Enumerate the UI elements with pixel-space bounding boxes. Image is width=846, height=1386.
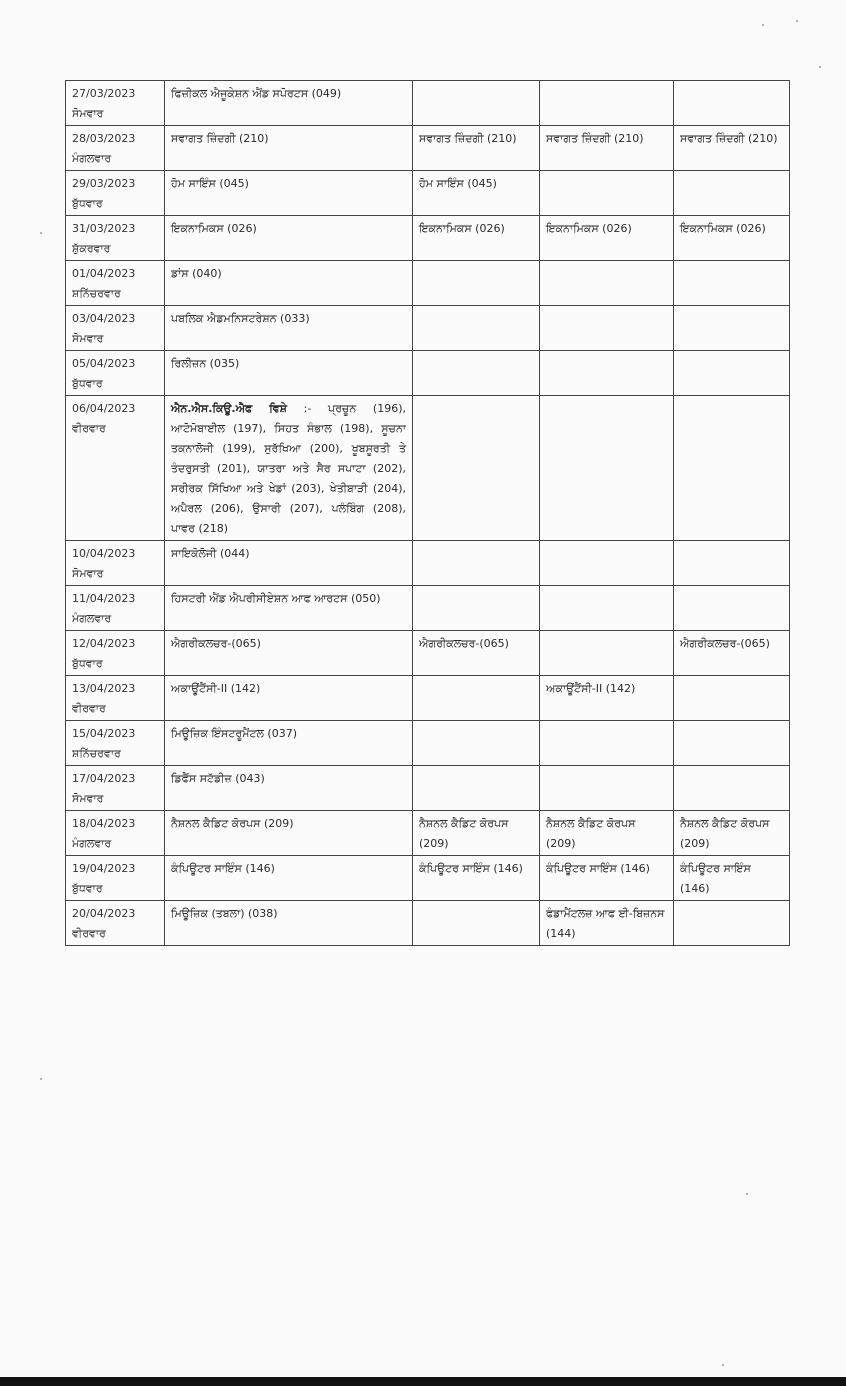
scan-bottom-edge xyxy=(0,1377,846,1386)
subject-cell: ਨੈਸ਼ਨਲ ਕੈਡਿਟ ਕੋਰਪਸ (209) xyxy=(540,811,674,856)
scan-speck xyxy=(40,232,42,234)
table-row xyxy=(66,261,790,306)
subject-cell xyxy=(674,396,790,541)
scan-speck xyxy=(746,1193,748,1195)
subject-cell: ਕੰਪਿਊਟਰ ਸਾਇੰਸ (146) xyxy=(540,856,674,901)
scan-speck xyxy=(722,1364,724,1366)
table-row xyxy=(66,126,790,171)
date: 31/03/2023 xyxy=(72,222,136,235)
date-cell xyxy=(66,631,165,676)
exam-schedule-table xyxy=(65,80,790,946)
subject-cell xyxy=(540,766,674,811)
date: 19/04/2023 xyxy=(72,862,136,875)
table-row xyxy=(66,766,790,811)
subject-cell: ਕੰਪਿਊਟਰ ਸਾਇੰਸ (146) xyxy=(674,856,790,901)
subject-cell xyxy=(413,351,540,396)
subject-cell: ਸਾਇਕੋਲੋਜੀ (044) xyxy=(165,541,413,586)
weekday: ਮੰਗਲਵਾਰ xyxy=(72,612,112,625)
subject-cell: ਨੈਸ਼ਨਲ ਕੈਡਿਟ ਕੋਰਪਸ (209) xyxy=(165,811,413,856)
date: 29/03/2023 xyxy=(72,177,136,190)
date-cell xyxy=(66,261,165,306)
subject-cell: ਫੰਡਾਮੈਂਟਲਜ਼ ਆਫ ਈ-ਬਿਜ਼ਨਸ (144) xyxy=(540,901,674,946)
date-cell xyxy=(66,306,165,351)
weekday: ਸੋਮਵਾਰ xyxy=(72,107,104,120)
weekday: ਸੋਮਵਾਰ xyxy=(72,792,104,805)
subject-cell: ਇਕਨਾਮਿਕਸ (026) xyxy=(540,216,674,261)
weekday: ਬੁੱਧਵਾਰ xyxy=(72,197,103,210)
table-row xyxy=(66,216,790,261)
subject-cell: ਹੋਮ ਸਾਇੰਸ (045) xyxy=(165,171,413,216)
subject-cell: ਨੈਸ਼ਨਲ ਕੈਡਿਟ ਕੋਰਪਸ (209) xyxy=(413,811,540,856)
date: 05/04/2023 xyxy=(72,357,136,370)
date-cell xyxy=(66,541,165,586)
subject-cell xyxy=(540,396,674,541)
date: 17/04/2023 xyxy=(72,772,136,785)
date: 20/04/2023 xyxy=(72,907,136,920)
table-row xyxy=(66,81,790,126)
weekday: ਸ਼ੁੱਕਰਵਾਰ xyxy=(72,242,111,255)
weekday: ਵੀਰਵਾਰ xyxy=(72,927,106,940)
subject-cell xyxy=(413,586,540,631)
scan-speck xyxy=(819,66,821,68)
date: 10/04/2023 xyxy=(72,547,136,560)
date-cell xyxy=(66,586,165,631)
table-row xyxy=(66,171,790,216)
subject-cell: ਸਵਾਗਤ ਜ਼ਿੰਦਗੀ (210) xyxy=(540,126,674,171)
subject-cell: ਇਕਨਾਮਿਕਸ (026) xyxy=(165,216,413,261)
subject-cell: ਹੋਮ ਸਾਇੰਸ (045) xyxy=(413,171,540,216)
subject-cell: ਸਵਾਗਤ ਜ਼ਿੰਦਗੀ (210) xyxy=(165,126,413,171)
date: 13/04/2023 xyxy=(72,682,136,695)
subject-cell: ਅਕਾਊਂਟੈਂਸੀ-II (142) xyxy=(540,676,674,721)
date: 15/04/2023 xyxy=(72,727,136,740)
subject-cell xyxy=(540,81,674,126)
date: 28/03/2023 xyxy=(72,132,136,145)
subject-cell xyxy=(540,351,674,396)
subject-cell xyxy=(674,351,790,396)
subject-cell: ਫਿਜ਼ੀਕਲ ਐਜੂਕੇਸ਼ਨ ਐਂਡ ਸਪੋਰਟਸ (049) xyxy=(165,81,413,126)
subject-cell xyxy=(413,81,540,126)
weekday: ਸ਼ਨਿੱਚਰਵਾਰ xyxy=(72,287,121,300)
subject-cell: ਪਬਲਿਕ ਐਡਮਨਿਸਟਰੇਸ਼ਨ (033) xyxy=(165,306,413,351)
date: 11/04/2023 xyxy=(72,592,136,605)
date: 12/04/2023 xyxy=(72,637,136,650)
table-row xyxy=(66,856,790,901)
subject-cell: ਹਿਸਟਰੀ ਐਂਡ ਐਪਰੀਸੀਏਸ਼ਨ ਆਫ ਆਰਟਸ (050) xyxy=(165,586,413,631)
table-row xyxy=(66,676,790,721)
date-cell xyxy=(66,171,165,216)
date-cell xyxy=(66,901,165,946)
weekday: ਬੁੱਧਵਾਰ xyxy=(72,657,103,670)
date-cell xyxy=(66,396,165,541)
subject-cell xyxy=(674,171,790,216)
date: 18/04/2023 xyxy=(72,817,136,830)
subject-cell xyxy=(413,261,540,306)
subject-cell: ਮਿਊਜ਼ਿਕ (ਤਬਲਾ) (038) xyxy=(165,901,413,946)
subject-cell xyxy=(413,676,540,721)
weekday: ਮੰਗਲਵਾਰ xyxy=(72,837,112,850)
weekday: ਬੁੱਧਵਾਰ xyxy=(72,377,103,390)
date: 03/04/2023 xyxy=(72,312,136,325)
weekday: ਮੰਗਲਵਾਰ xyxy=(72,152,112,165)
date-cell xyxy=(66,351,165,396)
subject-cell: ਇਕਨਾਮਿਕਸ (026) xyxy=(413,216,540,261)
date-cell xyxy=(66,766,165,811)
nsqf-subjects-list: :- ਪ੍ਰਚੂਨ (196), ਆਟੋਮੋਬਾਈਲ (197), ਸਿਹਤ ਸੰਭਾਲ (198), ਸੂਚਨਾ ਤਕਨਾਲੋਜੀ (199), ਸੁਰੱਖਿਆ (200), ਖੂਬਸੂਰਤੀ ਤੇ ਤੰਦਰੁਸਤੀ (201), ਯਾਤਰਾ ਅਤੇ ਸੈਰ ਸਪਾਟਾ (202), ਸਰੀਰਕ ਸਿੱਖਿਆ ਅਤੇ ਖੇਡਾਂ (203), ਖੇਤੀਬਾੜੀ (204), ਅਪੈਰਲ (206), ਉਸਾਰੀ (207), ਪਲੰਬਿੰਗ (208), ਪਾਵਰ (218) xyxy=(171,402,407,535)
table-row xyxy=(66,811,790,856)
date-cell xyxy=(66,721,165,766)
subject-cell xyxy=(674,676,790,721)
subject-cell xyxy=(540,261,674,306)
subject-cell xyxy=(413,541,540,586)
weekday: ਵੀਰਵਾਰ xyxy=(72,702,106,715)
scan-speck xyxy=(40,1078,42,1080)
subject-cell xyxy=(674,541,790,586)
subject-cell xyxy=(540,631,674,676)
table-row xyxy=(66,396,790,541)
subject-cell: ਸਵਾਗਤ ਜ਼ਿੰਦਗੀ (210) xyxy=(413,126,540,171)
table-row xyxy=(66,306,790,351)
subject-cell: ਰਿਲੀਜ਼ਨ (035) xyxy=(165,351,413,396)
weekday: ਸੋਮਵਾਰ xyxy=(72,332,104,345)
date-cell xyxy=(66,81,165,126)
subject-cell xyxy=(674,901,790,946)
subject-cell xyxy=(540,721,674,766)
subject-cell: ਐਗਰੀਕਲਚਰ-(065) xyxy=(674,631,790,676)
subject-cell: ਕੰਪਿਊਟਰ ਸਾਇੰਸ (146) xyxy=(413,856,540,901)
table-row xyxy=(66,586,790,631)
subject-cell xyxy=(674,306,790,351)
date-cell xyxy=(66,856,165,901)
date: 06/04/2023 xyxy=(72,402,136,415)
subject-cell xyxy=(413,901,540,946)
weekday: ਸੋਮਵਾਰ xyxy=(72,567,104,580)
subject-cell: ਅਕਾਊਂਟੈਂਸੀ-II (142) xyxy=(165,676,413,721)
weekday: ਸ਼ਨਿੱਚਰਵਾਰ xyxy=(72,747,121,760)
subject-cell: ਸਵਾਗਤ ਜ਼ਿੰਦਗੀ (210) xyxy=(674,126,790,171)
subject-cell xyxy=(540,541,674,586)
subject-cell xyxy=(674,766,790,811)
table-row xyxy=(66,721,790,766)
date-cell xyxy=(66,216,165,261)
subject-cell xyxy=(413,766,540,811)
table-row xyxy=(66,541,790,586)
subject-cell: ਨੈਸ਼ਨਲ ਕੈਡਿਟ ਕੋਰਪਸ (209) xyxy=(674,811,790,856)
subject-cell xyxy=(413,721,540,766)
scan-speck xyxy=(796,20,798,22)
subject-cell xyxy=(413,306,540,351)
subject-cell: ਕੰਪਿਊਟਰ ਸਾਇੰਸ (146) xyxy=(165,856,413,901)
subject-cell xyxy=(674,586,790,631)
subject-cell xyxy=(413,396,540,541)
subject-cell xyxy=(674,261,790,306)
weekday: ਬੁੱਧਵਾਰ xyxy=(72,882,103,895)
subject-cell: ਐਗਰੀਕਲਚਰ-(065) xyxy=(165,631,413,676)
table-row xyxy=(66,351,790,396)
subject-cell xyxy=(540,306,674,351)
subject-cell xyxy=(540,586,674,631)
subject-cell xyxy=(540,171,674,216)
table-row xyxy=(66,901,790,946)
subject-cell xyxy=(674,721,790,766)
subject-cell: ਇਕਨਾਮਿਕਸ (026) xyxy=(674,216,790,261)
subject-cell: ਐਗਰੀਕਲਚਰ-(065) xyxy=(413,631,540,676)
date: 01/04/2023 xyxy=(72,267,136,280)
date-cell xyxy=(66,676,165,721)
subject-cell: ਡਿਫੈਂਸ ਸਟੱਡੀਜ਼ (043) xyxy=(165,766,413,811)
date-cell xyxy=(66,126,165,171)
scan-speck xyxy=(762,24,764,26)
date-cell xyxy=(66,811,165,856)
nsqf-subjects-heading: ਐਨ.ਐਸ.ਕਿਊ.ਐਫ ਵਿਸ਼ੇ xyxy=(171,402,287,415)
subject-cell xyxy=(674,81,790,126)
subject-cell: ਡਾਂਸ (040) xyxy=(165,261,413,306)
date: 27/03/2023 xyxy=(72,87,136,100)
table-row xyxy=(66,631,790,676)
subject-cell xyxy=(165,396,413,541)
subject-cell: ਮਿਊਜ਼ਿਕ ਇੰਸਟਰੂਮੈਂਟਲ (037) xyxy=(165,721,413,766)
weekday: ਵੀਰਵਾਰ xyxy=(72,422,106,435)
